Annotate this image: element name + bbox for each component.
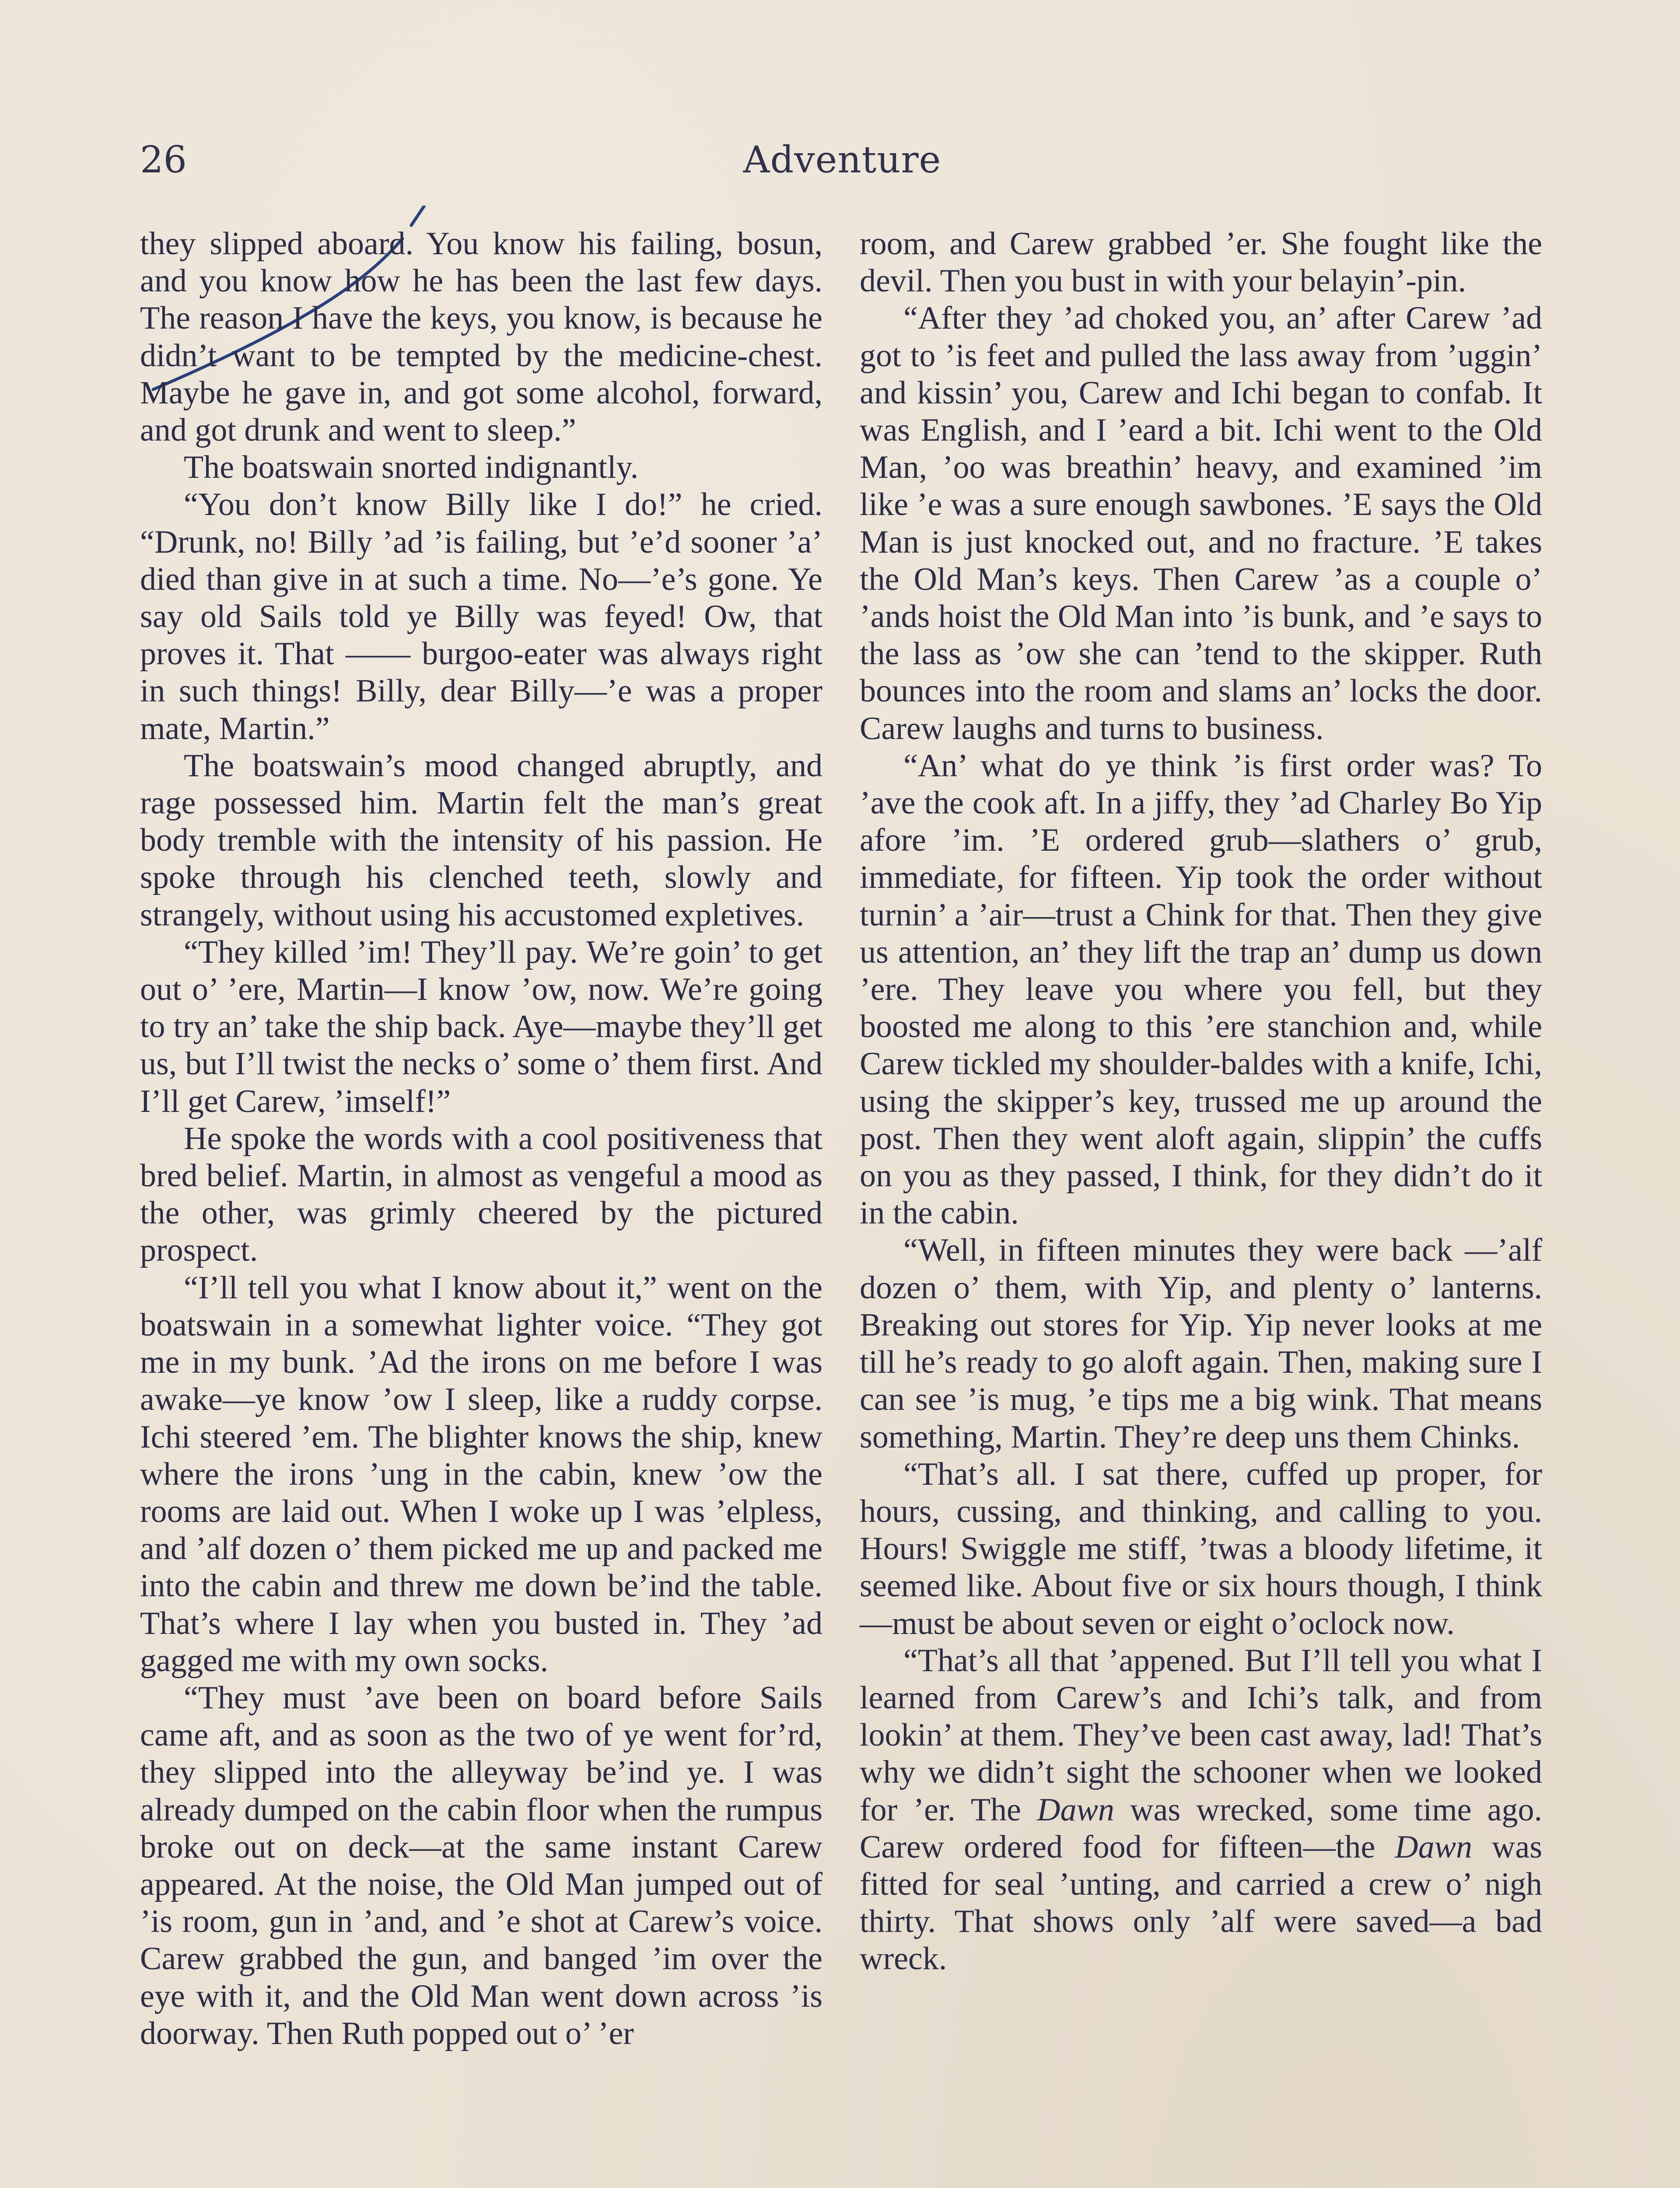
text-run: was wrecked, some time ago. Carew ordered food for fifteen—the: [860, 1792, 1542, 1865]
paragraph: “That’s all. I sat there, cuffed up proper, for hours, cussing, and thinking, and calling to you. Hours! Swiggle me stiff, ’twas a bloody lifetime, it seemed like. About five or six hours though, I think—must be about seven or eight o’oclock now.: [860, 1456, 1542, 1641]
paragraph: they slipped aboard. You know his failing, bosun, and you know how he has been the last few days. The reason I have the keys, you know, is because he didn’t want to be tempted by the medicine-chest. Maybe he gave in, and got some alcohol, forward, and got drunk and went to sleep.”: [140, 226, 822, 449]
left-text-column: [140, 225, 822, 2052]
paragraph: “Well, in fifteen minutes they were back —’alf dozen o’ them, with Yip, and plenty o’ lanterns. Breaking out stores for Yip. Yip never looks at me till he’s ready to go aloft again. Then, making sure I can see ’is mug, ’e tips me a big wink. That means something, Martin. They’re deep uns them Chinks.: [860, 1232, 1542, 1455]
page-number: 26: [140, 138, 187, 181]
paragraph: The boatswain snorted indignantly.: [184, 449, 639, 486]
ship-name-italic: Dawn: [1395, 1829, 1472, 1865]
paragraph: “I’ll tell you what I know about it,” went on the boatswain in a somewhat lighter voice. “They got me in my bunk. ’Ad the irons on me before I was awake—ye know ’ow I sleep, like a ruddy corpse. Ichi steered ’em. The blighter knows the ship, knew where the irons ’ung in the cabin, knew ’ow the rooms are laid out. When I woke up I was ’elpless, and ’alf dozen o’ them picked me up and packed me into the cabin and threw me down be’ind the table. That’s where I lay when you busted in. They ’ad gagged me with my own socks.: [140, 1269, 822, 1679]
ship-name-italic: Dawn: [1037, 1792, 1114, 1828]
paragraph: “After they ’ad choked you, an’ after Carew ’ad got to ’is feet and pulled the lass away from ’uggin’ and kissin’ you, Carew and Ichi began to confab. It was English, and I ’eard a bit. Ichi went to the Old Man, ’oo was breathin’ heavy, and examined ’im like ’e was a sure enough sawbones. ’E says the Old Man is just knocked out, and no fracture. ’E takes the Old Man’s keys. Then Carew ’as a couple o’ ’ands hoist the Old Man into ’is bunk, and ’e says to the lass as ’ow she can ’tend to the skipper. Ruth bounces into the room and slams an’ locks the door. Carew laughs and turns to business.: [860, 300, 1542, 747]
paragraph: “They must ’ave been on board before Sails came aft, and as soon as the two of ye went for’rd, they slipped into the alleyway be’ind ye. I was already dumped on the cabin floor when the rumpus broke out on deck—at the same instant Carew appeared. At the noise, the Old Man jumped out of ’is room, gun in ’and, and ’e shot at Carew’s voice. Carew grabbed the gun, and banged ’im over the eye with it, and the Old Man went down across ’is doorway. Then Ruth popped out o’ ’er: [140, 1680, 822, 2051]
paragraph: The boatswain’s mood changed abruptly, and rage possessed him. Martin felt the man’s great body tremble with the intensity of his passion. He spoke through his clenched teeth, slowly and strangely, without using his accustomed expletives.: [140, 747, 822, 933]
running-head-title: Adventure: [743, 138, 942, 181]
text-run: was fitted for seal ’unting, and carried a crew o’ nigh thirty. That shows only ’alf were saved—a bad wreck.: [860, 1829, 1542, 1977]
paragraph: room, and Carew grabbed ’er. She fought like the devil. Then you bust in with your belayin’-pin.: [860, 226, 1542, 299]
right-text-column: [860, 225, 1542, 1978]
paragraph: “An’ what do ye think ’is first order was? To ’ave the cook aft. In a jiffy, they ’ad Charley Bo Yip afore ’im. ’E ordered grub—slathers o’ grub, immediate, for fifteen. Yip took the order without turnin’ a ’air—trust a Chink for that. Then they give us attention, an’ they lift the trap an’ dump us down ’ere. They leave you where you fell, but they boosted me along to this ’ere stanchion and, while Carew tickled my shoulder-baldes with a knife, Ichi, using the skipper’s key, trussed me up around the post. Then they went aloft again, slippin’ the cuffs on you as they passed, I think, for they didn’t do it in the cabin.: [860, 747, 1542, 1231]
text-run: “That’s all that ’appened. But I’ll tell you what I learned from Carew’s and Ichi’s talk, and from lookin’ at them. They’ve been cast away, lad! That’s why we didn’t sight the schooner when we looked for ’er. The: [860, 1642, 1542, 1828]
page-header: [140, 131, 1544, 188]
paragraph: “They killed ’im! They’ll pay. We’re goin’ to get out o’ ’ere, Martin—I know ’ow, now. We’re going to try an’ take the ship back. Aye—maybe they’ll get us, but I’ll twist the necks o’ some o’ them first. And I’ll get Carew, ’imself!”: [140, 934, 822, 1119]
paragraph-final: [860, 1642, 1542, 1978]
paragraph: “You don’t know Billy like I do!” he cried. “Drunk, no! Billy ’ad ’is failing, but ’e’d sooner ’a’ died than give in at such a time. No—’e’s gone. Ye say old Sails told ye Billy was feyed! Ow, that proves it. That —— burgoo-eater was always right in such things! Billy, dear Billy—’e was a proper mate, Martin.”: [140, 487, 822, 747]
paragraph: He spoke the words with a cool positiveness that bred belief. Martin, in almost as vengeful a mood as the other, was grimly cheered by the pictured prospect.: [140, 1120, 822, 1269]
